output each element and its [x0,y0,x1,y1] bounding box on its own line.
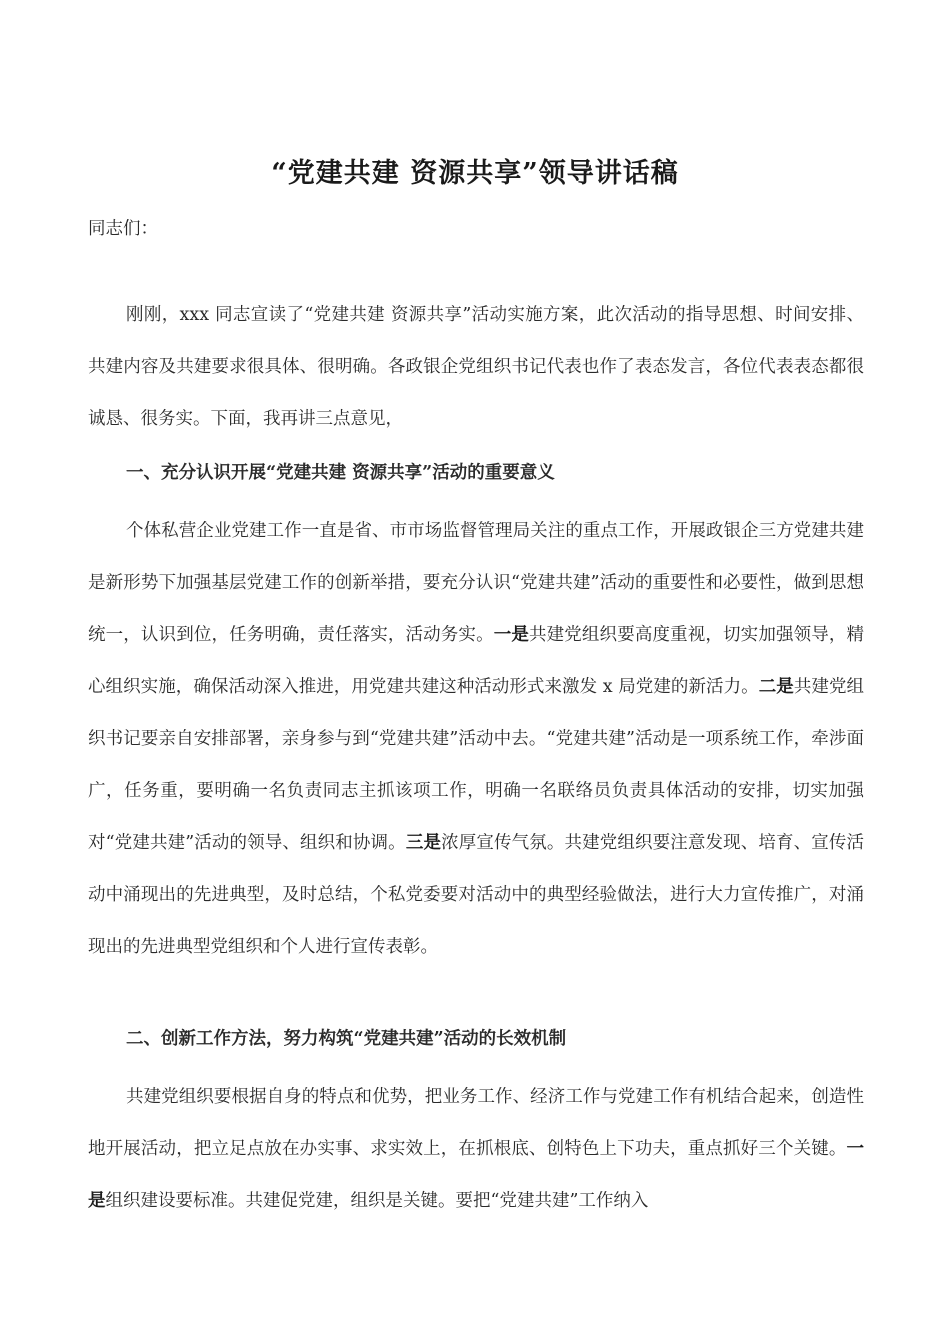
salutation: 同志们： [88,219,158,239]
point-marker-1: 一是 [88,1139,864,1211]
paragraph-section-2 [88,1071,864,1227]
point-marker-3: 三是 [405,833,442,853]
paragraph-intro: 刚刚，xxx 同志宣读了“党建共建 资源共享”活动实施方案，此次活动的指导思想、时间安排、共建内容及共建要求很具体、很明确。各政银企党组织书记代表也作了表态发言，各位代表表态都很诚恳、很务实。下面，我再讲三点意见， [88,305,864,429]
paragraph-text: 共建党组织要根据自身的特点和优势，把业务工作、经济工作与党建工作有机结合起来，创造性地开展活动，把立足点放在办实事、求实效上，在抓根底、创特色上下功夫，重点抓好三个关键。 [88,1087,864,1159]
paragraph-section-1 [88,505,864,973]
section-heading-2: 二、创新工作方法，努力构筑“党建共建”活动的长效机制 [126,1029,567,1049]
paragraph-text: 共建党组织书记要亲自安排部署，亲身参与到“党建共建”活动中去。“党建共建”活动是一项系统工作，牵涉面广，任务重，要明确一名负责同志主抓该项工作，明确一名联络员负责具体活动的安排，切实加强对“党建共建”活动的领导、组织和协调。 [88,677,865,853]
paragraph-text: 组织建设要标准。共建促党建，组织是关键。要把“党建共建”工作纳入 [105,1191,649,1211]
paragraph-text: 共建党组织要高度重视，切实加强领导，精心组织实施，确保活动深入推进，用党建共建这种活动形式来激发 x 局党建的新活力。 [88,625,865,697]
paragraph-text: 个体私营企业党建工作一直是省、市市场监督管理局关注的重点工作，开展政银企三方党建共建是新形势下加强基层党建工作的创新举措，要充分认识“党建共建”活动的重要性和必要性，做到思想统一，认识到位，任务明确，责任落实，活动务实。 [88,521,864,645]
point-marker-1: 一是 [493,625,529,645]
paragraph-text: 浓厚宣传气氛。共建党组织要注意发现、培育、宣传活动中涌现出的先进典型，及时总结，个私党委要对活动中的典型经验做法，进行大力宣传推广，对涌现出的先进典型党组织和个人进行宣传表彰。 [88,833,865,957]
document-title: “党建共建 资源共享”领导讲话稿 [271,158,679,189]
section-heading-1: 一、充分认识开展“党建共建 资源共享”活动的重要意义 [126,463,555,483]
point-marker-2: 二是 [758,677,794,697]
